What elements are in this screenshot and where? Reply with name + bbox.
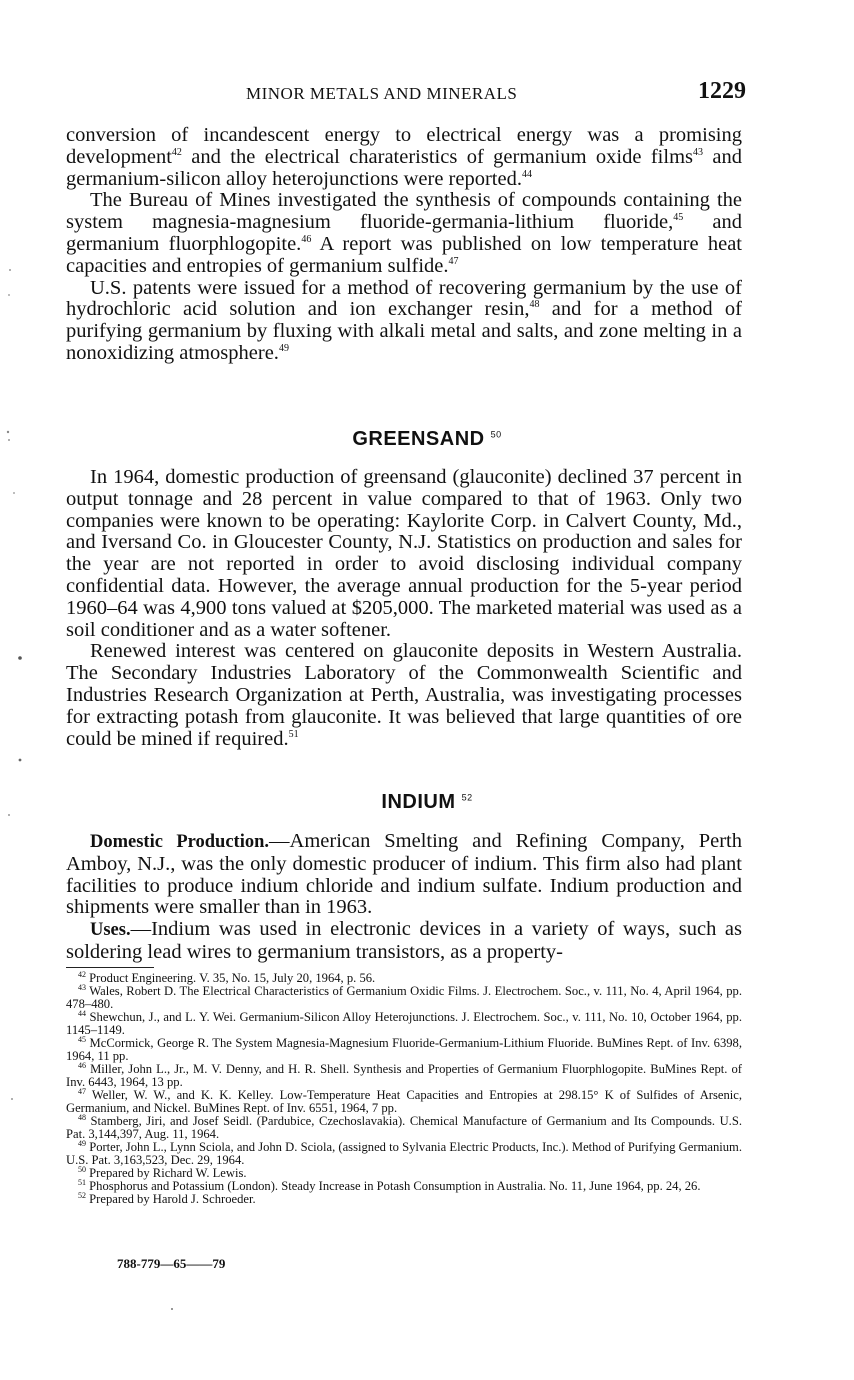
section-heading-indium: INDIUM $^{52}$: [381, 791, 473, 813]
footnote-ref: 43: [693, 146, 703, 158]
footnote-ref: 50: [490, 429, 502, 440]
footnote-ref: 46: [301, 234, 312, 246]
footnote: $^{52}$ Prepared by Harold J. Schroeder.: [78, 1190, 256, 1206]
paragraph: Uses.—Indium was used in electronic devices in a variety of ways, such as soldering lead wires to germanium transistors, as a property-: [66, 918, 742, 963]
footnote: $^{46}$ Miller, John L., Jr., M. V. Denny, and H. R. Shell. Synthesis and Properties of Germanium Fluorphlogopite. BuMines Rept. of Inv. 6443, 1964, 13 pp.: [66, 1060, 742, 1089]
run-in-heading: Uses.: [90, 920, 131, 941]
footnote: $^{42}$ Product Engineering. V. 35, No. 15, July 20, 1964, p. 56.: [78, 969, 376, 985]
paragraph: Domestic Production.—American Smelting and Refining Company, Perth Amboy, N.J., was the only domestic producer of indium. This firm also had plant facilities to produce indium chloride and indium sulfate. Indium production and shipments were smaller than in 1963.: [66, 830, 742, 919]
footnote-ref: 44: [521, 168, 532, 180]
footnote: $^{45}$ McCormick, George R. The System Magnesia-Magnesium Fluoride-Germanium-Lithium Fluoride. BuMines Rept. of Inv. 6398, 1964, 11 pp.: [66, 1034, 742, 1063]
footnote: $^{47}$ Weller, W. W., and K. K. Kelley. Low-Temperature Heat Capacities and Entropies at 298.15° K of Sulfides of Arsenic, Germanium, and Nickel. BuMines Rept. of Inv. 6551, 1964, 7 pp.: [66, 1086, 743, 1115]
footnote: $^{48}$ Stamberg, Jiri, and Josef Seidl. (Pardubice, Czechoslavakia). Chemical Manufacture of Germanium and Its Compounds. U.S. Pat. 3,144,397, Aug. 11, 1964.: [66, 1112, 742, 1141]
paragraph: In 1964, domestic production of greensand (glauconite) declined 37 percent in output tonnage and 28 percent in value compared to that of 1963. Only two companies were known to be operating: Kaylorite Corp. in Calvert County, Md., and Iversand Co. in Gloucester County, N.J. Statistics on production and sales for the year are not reported in order to avoid disclosing individual company confidential data. However, the average annual production for the 5-year period 1960–64 was 4,900 tons valued at $205,000. The marketed material was used as a soil conditioner and as a water softener.: [66, 466, 742, 641]
paragraph: U.S. patents were issued for a method of recovering germanium by the use of hydrochloric acid solution and ion exchanger resin,$^{48}$ and for a method of purifying germanium by fluxing with alkali metal and salts, and zone melting in a nonoxidizing atmosphere.$^{49}$: [66, 276, 742, 364]
run-in-heading: Domestic Production.: [90, 832, 270, 852]
footnote-ref: 52: [461, 792, 473, 803]
footnote-ref: 48: [529, 299, 540, 311]
page-number: 1229: [698, 78, 746, 104]
footnote: $^{51}$ Phosphorus and Potassium (London). Steady Increase in Potash Consumption in Australia. No. 11, June 1964, pp. 24, 26.: [78, 1177, 701, 1193]
print-code: 788-779—65——79: [117, 1256, 226, 1271]
footnote: $^{44}$ Shewchun, J., and L. Y. Wei. Germanium-Silicon Alloy Heterojunctions. J. Electrochem. Soc., v. 111, No. 10, October 1964, pp. 1145–1149.: [66, 1008, 743, 1037]
running-head-title: MINOR METALS AND MINERALS: [246, 84, 518, 103]
footnote-ref: 42: [171, 146, 182, 158]
footnote-ref: 45: [673, 212, 684, 224]
footnote: $^{43}$ Wales, Robert D. The Electrical Characteristics of Germanium Oxidic Films. J. Electrochem. Soc., v. 111, No. 4, April 1964, pp. 478–480.: [66, 982, 742, 1011]
paragraph: The Bureau of Mines investigated the synthesis of compounds containing the system magnesia-magnesium fluoride-germania-lithium fluoride,$^{45}$ and germanium fluorphlogopite.$^{46}$ A report was published on low temperature heat capacities and entropies of germanium sulfide.$^{47}$: [66, 189, 742, 277]
footnote: $^{49}$ Porter, John L., Lynn Sciola, and John D. Sciola, (assigned to Sylvania Electric Products, Inc.). Method of Purifying Germanium. U.S. Pat. 3,163,523, Dec. 29, 1964.: [66, 1138, 742, 1167]
paragraph: Renewed interest was centered on glauconite deposits in Western Australia. The Secondary Industries Laboratory of the Commonwealth Scientific and Industries Research Organization at Perth, Australia, was investigating processes for extracting potash from glauconite. It was believed that large quantities of ore could be mined if required.$^{51}$: [66, 640, 742, 750]
section-heading-greensand: GREENSAND $^{50}$: [352, 428, 502, 450]
footnote-ref: 49: [278, 343, 289, 355]
paragraph: conversion of incandescent energy to electrical energy was a promising development$^{42}$ and the electrical charateristics of germanium oxide films$^{43}$ and germanium-silicon alloy heterojunctions were reported.$^{44}$: [66, 124, 742, 190]
footnote-ref: 51: [288, 728, 299, 740]
footnote: $^{50}$ Prepared by Richard W. Lewis.: [78, 1164, 247, 1180]
footnote-ref: 47: [448, 255, 459, 267]
